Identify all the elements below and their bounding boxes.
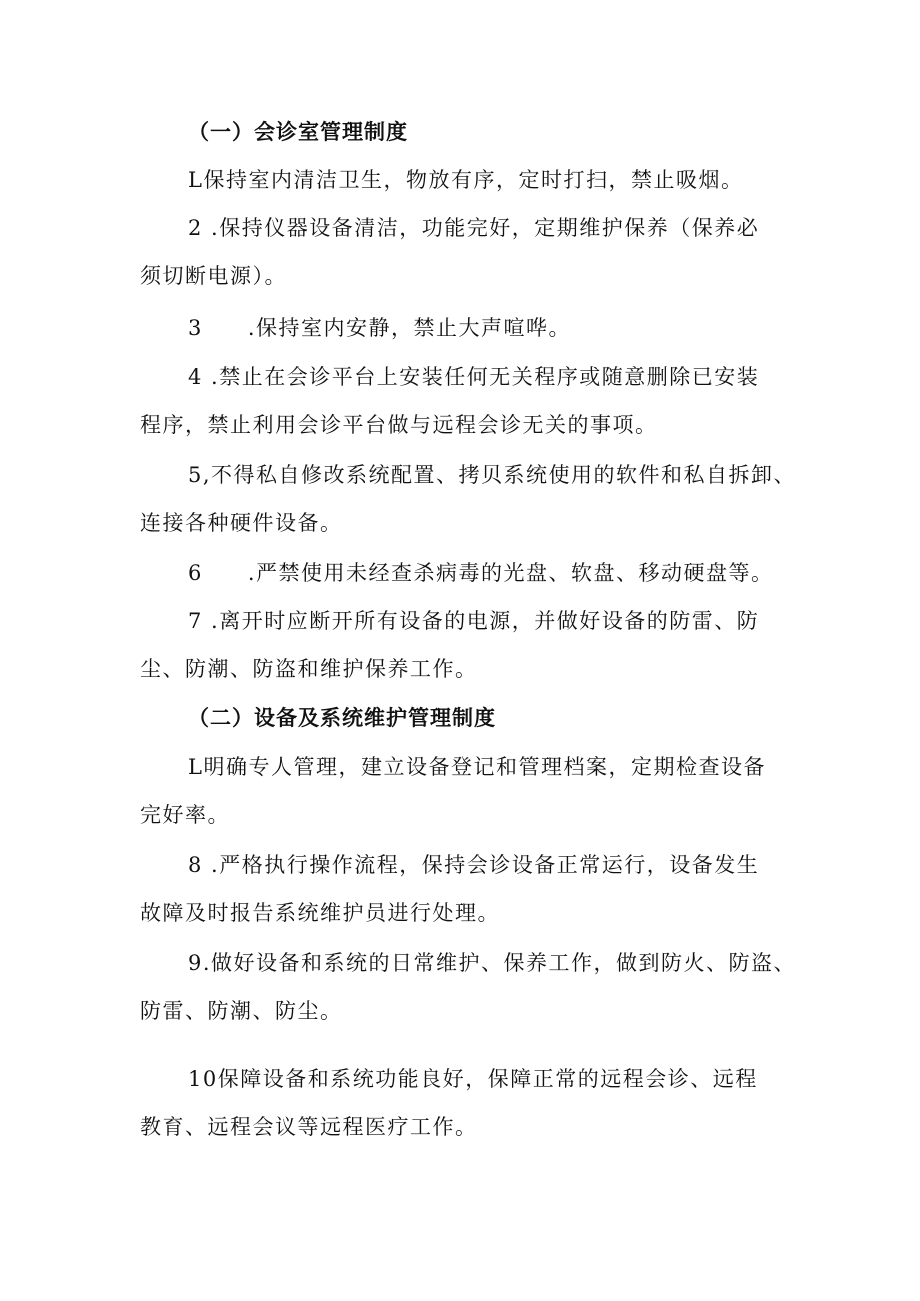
paragraph-line: 完好率。 xyxy=(140,803,230,827)
paragraph-line: 连接各种硬件设备。 xyxy=(140,511,343,535)
paragraph-line: 防雷、防潮、防尘。 xyxy=(140,999,343,1023)
paragraph-line: L保持室内清洁卫生，物放有序，定时打扫，禁止吸烟。 xyxy=(188,168,744,192)
paragraph-line: 须切断电源）。 xyxy=(140,264,287,288)
paragraph-line: 程序，禁止利用会诊平台做与远程会诊无关的事项。 xyxy=(140,413,658,437)
paragraph-line: 3 .保持室内安静，禁止大声喧哗。 xyxy=(188,316,572,340)
section-heading-2: （二）设备及系统维护管理制度 xyxy=(188,705,496,730)
paragraph-line: 2 .保持仪器设备清洁，功能完好，定期维护保养（保养必 xyxy=(188,216,760,240)
paragraph-line: 9.做好设备和系统的日常维护、保养工作，做到防火、防盗、 xyxy=(188,951,797,975)
paragraph-line: 7 .离开时应断开所有设备的电源，并做好设备的防雷、防 xyxy=(188,609,760,633)
paragraph-line: 故障及时报告系统维护员进行处理。 xyxy=(140,901,500,925)
paragraph-line: 6 .严禁使用未经查杀病毒的光盘、软盘、移动硬盘等。 xyxy=(188,561,774,585)
paragraph-line: 8 .严格执行操作流程，保持会诊设备正常运行，设备发生 xyxy=(188,853,760,877)
paragraph-line: 尘、防潮、防盗和维护保养工作。 xyxy=(140,657,478,681)
paragraph-line: 10保障设备和系统功能良好，保障正常的远程会诊、远程 xyxy=(188,1067,758,1091)
section-heading-1: （一）会诊室管理制度 xyxy=(188,119,408,144)
paragraph-line: 教育、远程会议等远程医疗工作。 xyxy=(140,1115,478,1139)
paragraph-line: 5,不得私自修改系统配置、拷贝系统使用的软件和私自拆卸、 xyxy=(188,463,797,487)
paragraph-line: L明确专人管理，建立设备登记和管理档案，定期检查设备 xyxy=(188,755,766,779)
paragraph-line: 4 .禁止在会诊平台上安装任何无关程序或随意删除已安装 xyxy=(188,365,760,389)
